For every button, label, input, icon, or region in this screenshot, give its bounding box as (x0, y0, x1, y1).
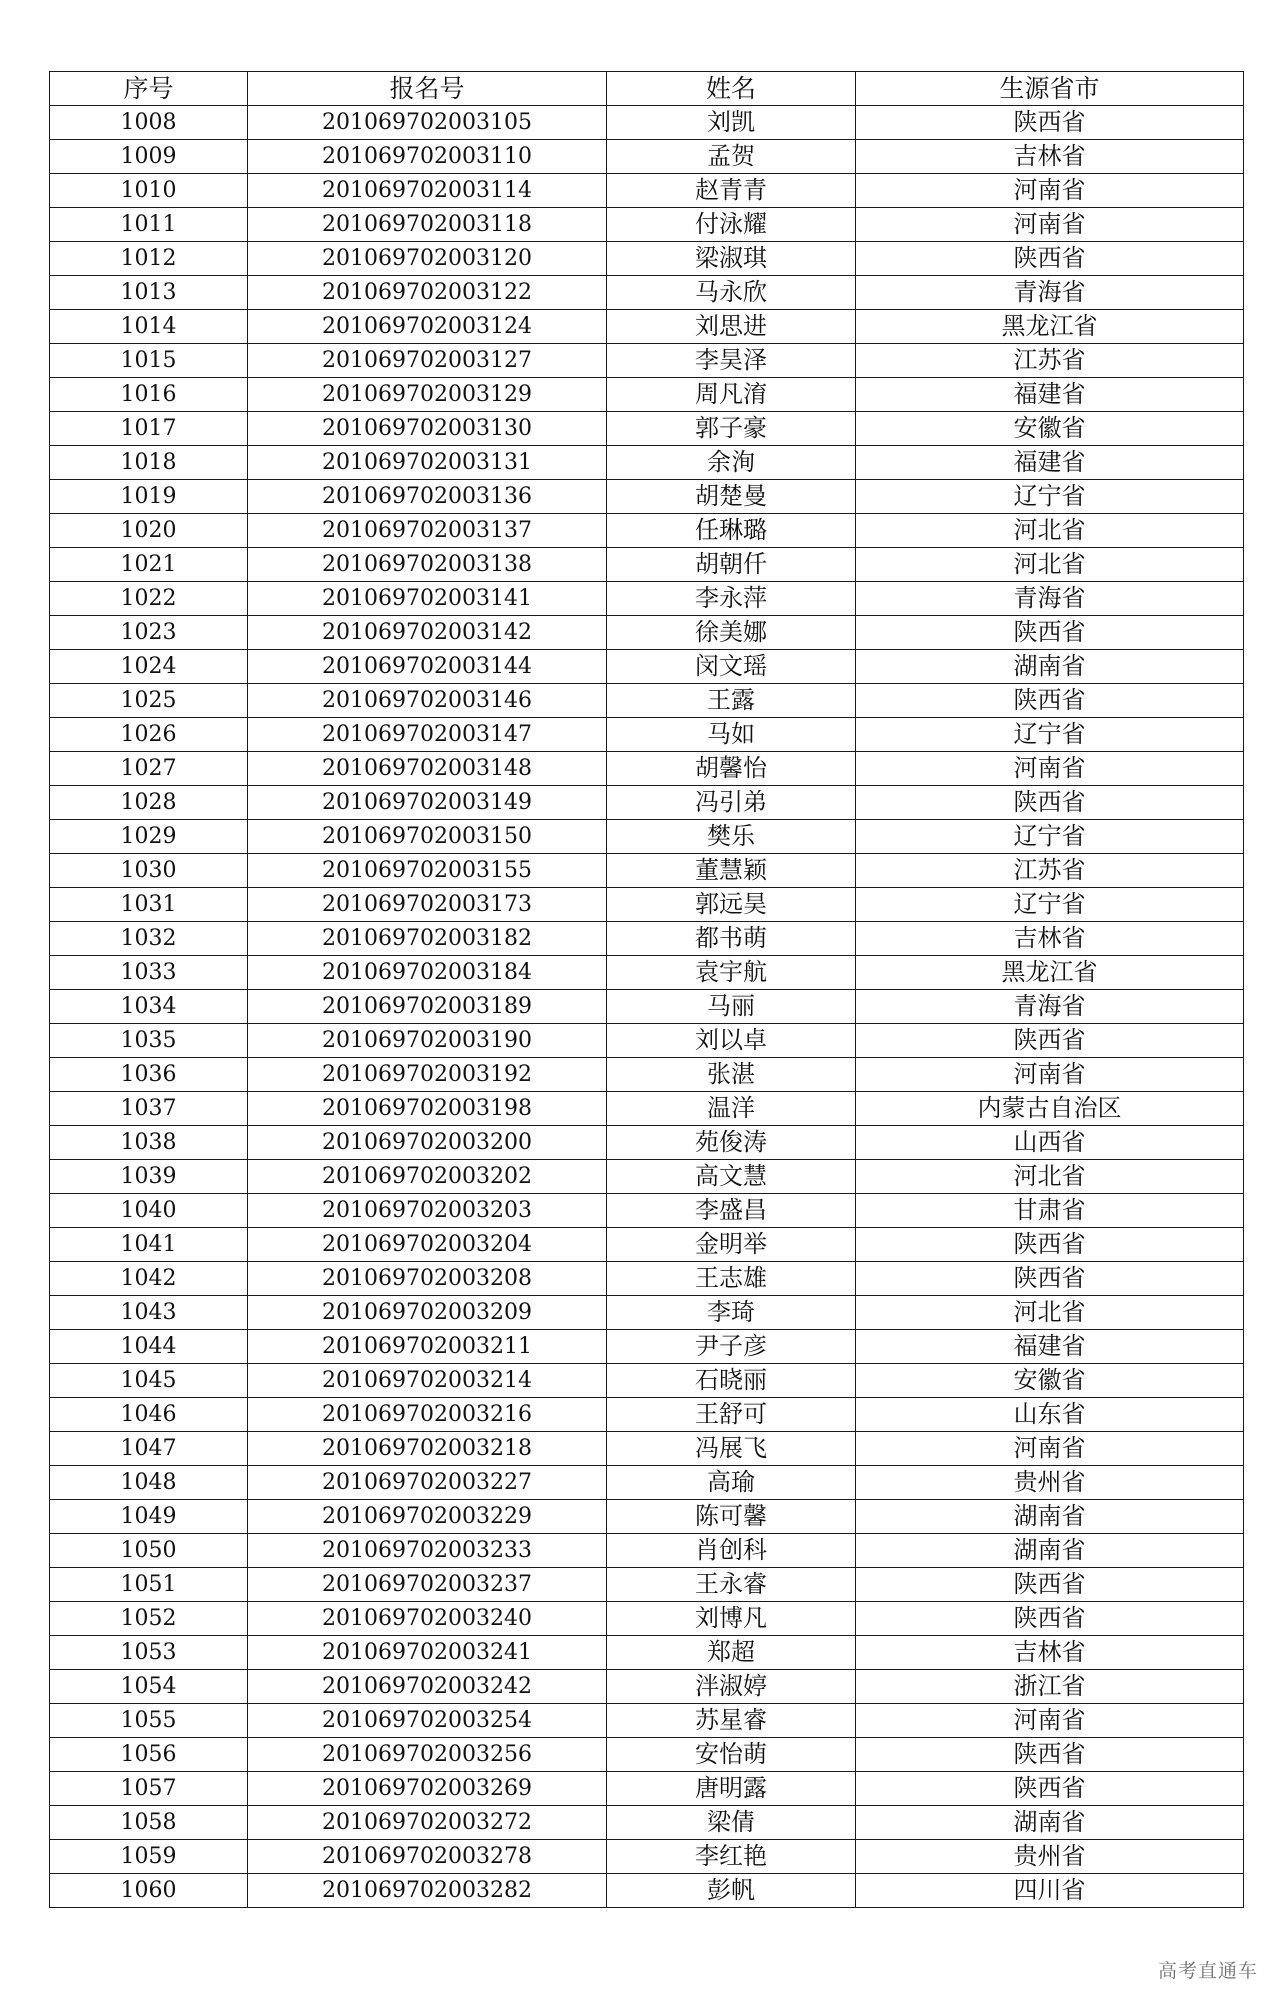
table-row (50, 480, 1244, 514)
cell-seq: 1016 (50, 378, 248, 412)
table-row (50, 1874, 1244, 1908)
table-row (50, 378, 1244, 412)
cell-reg-no: 201069702003198 (248, 1092, 607, 1126)
cell-name: 梁淑琪 (607, 242, 856, 276)
cell-name: 闵文瑶 (607, 650, 856, 684)
cell-reg-no: 201069702003144 (248, 650, 607, 684)
cell-seq: 1039 (50, 1160, 248, 1194)
header-seq: 序号 (50, 72, 248, 106)
cell-reg-no: 201069702003241 (248, 1636, 607, 1670)
cell-reg-no: 201069702003127 (248, 344, 607, 378)
cell-seq: 1010 (50, 174, 248, 208)
cell-seq: 1040 (50, 1194, 248, 1228)
cell-province: 河南省 (856, 1432, 1244, 1466)
cell-province: 陕西省 (856, 1024, 1244, 1058)
cell-reg-no: 201069702003155 (248, 854, 607, 888)
cell-seq: 1034 (50, 990, 248, 1024)
cell-province: 河南省 (856, 208, 1244, 242)
cell-province: 河南省 (856, 752, 1244, 786)
cell-name: 李昊泽 (607, 344, 856, 378)
cell-province: 陕西省 (856, 242, 1244, 276)
cell-name: 肖创科 (607, 1534, 856, 1568)
table-header (50, 72, 1244, 106)
cell-seq: 1031 (50, 888, 248, 922)
cell-reg-no: 201069702003148 (248, 752, 607, 786)
table-row (50, 616, 1244, 650)
cell-name: 冯引弟 (607, 786, 856, 820)
cell-reg-no: 201069702003233 (248, 1534, 607, 1568)
table-row (50, 1296, 1244, 1330)
cell-seq: 1042 (50, 1262, 248, 1296)
cell-name: 刘思进 (607, 310, 856, 344)
table-row (50, 412, 1244, 446)
cell-province: 河南省 (856, 1058, 1244, 1092)
table-row (50, 1398, 1244, 1432)
cell-seq: 1041 (50, 1228, 248, 1262)
cell-reg-no: 201069702003209 (248, 1296, 607, 1330)
cell-seq: 1051 (50, 1568, 248, 1602)
table-row (50, 106, 1244, 140)
cell-reg-no: 201069702003218 (248, 1432, 607, 1466)
table-row (50, 922, 1244, 956)
cell-name: 梁倩 (607, 1806, 856, 1840)
table-row (50, 1126, 1244, 1160)
cell-seq: 1035 (50, 1024, 248, 1058)
cell-province: 陕西省 (856, 1228, 1244, 1262)
cell-province: 陕西省 (856, 1602, 1244, 1636)
cell-province: 河北省 (856, 514, 1244, 548)
cell-name: 李永萍 (607, 582, 856, 616)
cell-province: 浙江省 (856, 1670, 1244, 1704)
cell-seq: 1046 (50, 1398, 248, 1432)
cell-seq: 1019 (50, 480, 248, 514)
cell-name: 安怡萌 (607, 1738, 856, 1772)
cell-name: 彭帆 (607, 1874, 856, 1908)
header-province: 生源省市 (856, 72, 1244, 106)
cell-province: 青海省 (856, 990, 1244, 1024)
table-row (50, 1092, 1244, 1126)
table-row (50, 752, 1244, 786)
cell-seq: 1011 (50, 208, 248, 242)
cell-seq: 1058 (50, 1806, 248, 1840)
cell-province: 陕西省 (856, 1772, 1244, 1806)
cell-name: 都书萌 (607, 922, 856, 956)
cell-reg-no: 201069702003211 (248, 1330, 607, 1364)
cell-province: 河北省 (856, 1296, 1244, 1330)
cell-seq: 1055 (50, 1704, 248, 1738)
cell-province: 山西省 (856, 1126, 1244, 1160)
cell-reg-no: 201069702003124 (248, 310, 607, 344)
cell-province: 河南省 (856, 1704, 1244, 1738)
cell-province: 陕西省 (856, 616, 1244, 650)
cell-province: 陕西省 (856, 106, 1244, 140)
cell-name: 李盛昌 (607, 1194, 856, 1228)
cell-name: 尹子彦 (607, 1330, 856, 1364)
cell-name: 郑超 (607, 1636, 856, 1670)
cell-name: 王露 (607, 684, 856, 718)
cell-name: 刘博凡 (607, 1602, 856, 1636)
cell-seq: 1032 (50, 922, 248, 956)
cell-reg-no: 201069702003142 (248, 616, 607, 650)
cell-province: 黑龙江省 (856, 956, 1244, 990)
table-row (50, 514, 1244, 548)
cell-name: 苏星睿 (607, 1704, 856, 1738)
cell-seq: 1036 (50, 1058, 248, 1092)
table-row (50, 820, 1244, 854)
cell-reg-no: 201069702003146 (248, 684, 607, 718)
cell-seq: 1023 (50, 616, 248, 650)
cell-province: 吉林省 (856, 1636, 1244, 1670)
table-row (50, 310, 1244, 344)
cell-name: 胡朝仟 (607, 548, 856, 582)
header-reg-no: 报名号 (248, 72, 607, 106)
table-row (50, 1194, 1244, 1228)
cell-reg-no: 201069702003147 (248, 718, 607, 752)
cell-seq: 1018 (50, 446, 248, 480)
cell-reg-no: 201069702003118 (248, 208, 607, 242)
cell-reg-no: 201069702003173 (248, 888, 607, 922)
cell-name: 王舒可 (607, 1398, 856, 1432)
table-row (50, 1500, 1244, 1534)
cell-province: 内蒙古自治区 (856, 1092, 1244, 1126)
cell-province: 山东省 (856, 1398, 1244, 1432)
cell-name: 李琦 (607, 1296, 856, 1330)
cell-seq: 1057 (50, 1772, 248, 1806)
cell-province: 陕西省 (856, 1738, 1244, 1772)
cell-seq: 1049 (50, 1500, 248, 1534)
cell-seq: 1025 (50, 684, 248, 718)
cell-reg-no: 201069702003137 (248, 514, 607, 548)
cell-province: 安徽省 (856, 412, 1244, 446)
cell-name: 胡楚曼 (607, 480, 856, 514)
cell-reg-no: 201069702003254 (248, 1704, 607, 1738)
cell-reg-no: 201069702003242 (248, 1670, 607, 1704)
cell-seq: 1045 (50, 1364, 248, 1398)
cell-reg-no: 201069702003120 (248, 242, 607, 276)
cell-seq: 1022 (50, 582, 248, 616)
cell-seq: 1028 (50, 786, 248, 820)
table-row (50, 1466, 1244, 1500)
table-row (50, 1024, 1244, 1058)
table-row (50, 1058, 1244, 1092)
cell-province: 安徽省 (856, 1364, 1244, 1398)
cell-name: 余洵 (607, 446, 856, 480)
cell-province: 黑龙江省 (856, 310, 1244, 344)
cell-province: 江苏省 (856, 854, 1244, 888)
cell-name: 高文慧 (607, 1160, 856, 1194)
cell-seq: 1059 (50, 1840, 248, 1874)
table-row (50, 888, 1244, 922)
cell-seq: 1060 (50, 1874, 248, 1908)
table-row (50, 1534, 1244, 1568)
table-row (50, 242, 1244, 276)
cell-reg-no: 201069702003204 (248, 1228, 607, 1262)
header-name: 姓名 (607, 72, 856, 106)
cell-name: 赵青青 (607, 174, 856, 208)
cell-seq: 1047 (50, 1432, 248, 1466)
cell-reg-no: 201069702003200 (248, 1126, 607, 1160)
table-row (50, 990, 1244, 1024)
cell-name: 任琳璐 (607, 514, 856, 548)
cell-reg-no: 201069702003227 (248, 1466, 607, 1500)
table-row (50, 786, 1244, 820)
cell-name: 樊乐 (607, 820, 856, 854)
cell-reg-no: 201069702003131 (248, 446, 607, 480)
cell-name: 金明举 (607, 1228, 856, 1262)
cell-province: 湖南省 (856, 1806, 1244, 1840)
table-row (50, 1772, 1244, 1806)
watermark-text: 高考直通车 (1157, 1960, 1258, 1982)
table-row (50, 1840, 1244, 1874)
cell-province: 辽宁省 (856, 480, 1244, 514)
cell-name: 郭远昊 (607, 888, 856, 922)
cell-reg-no: 201069702003272 (248, 1806, 607, 1840)
cell-province: 吉林省 (856, 922, 1244, 956)
cell-name: 冯展飞 (607, 1432, 856, 1466)
cell-reg-no: 201069702003129 (248, 378, 607, 412)
cell-seq: 1015 (50, 344, 248, 378)
table-row (50, 1568, 1244, 1602)
cell-name: 胡馨怡 (607, 752, 856, 786)
cell-province: 贵州省 (856, 1466, 1244, 1500)
cell-province: 吉林省 (856, 140, 1244, 174)
cell-reg-no: 201069702003141 (248, 582, 607, 616)
cell-seq: 1017 (50, 412, 248, 446)
cell-reg-no: 201069702003110 (248, 140, 607, 174)
table-row (50, 344, 1244, 378)
table-row (50, 1738, 1244, 1772)
cell-reg-no: 201069702003189 (248, 990, 607, 1024)
header-row (50, 72, 1244, 106)
cell-seq: 1052 (50, 1602, 248, 1636)
table-row (50, 718, 1244, 752)
table-row (50, 208, 1244, 242)
table-row (50, 1262, 1244, 1296)
cell-reg-no: 201069702003208 (248, 1262, 607, 1296)
admission-list-table (49, 71, 1244, 1908)
cell-province: 陕西省 (856, 1568, 1244, 1602)
cell-name: 李红艳 (607, 1840, 856, 1874)
cell-province: 辽宁省 (856, 718, 1244, 752)
cell-province: 青海省 (856, 582, 1244, 616)
cell-reg-no: 201069702003182 (248, 922, 607, 956)
cell-seq: 1056 (50, 1738, 248, 1772)
cell-name: 陈可馨 (607, 1500, 856, 1534)
table-row (50, 174, 1244, 208)
table-row (50, 1364, 1244, 1398)
cell-province: 陕西省 (856, 684, 1244, 718)
cell-name: 泮淑婷 (607, 1670, 856, 1704)
cell-seq: 1033 (50, 956, 248, 990)
cell-reg-no: 201069702003149 (248, 786, 607, 820)
cell-province: 陕西省 (856, 1262, 1244, 1296)
table-row (50, 956, 1244, 990)
cell-name: 董慧颖 (607, 854, 856, 888)
cell-seq: 1008 (50, 106, 248, 140)
cell-seq: 1014 (50, 310, 248, 344)
cell-seq: 1024 (50, 650, 248, 684)
cell-seq: 1020 (50, 514, 248, 548)
cell-reg-no: 201069702003136 (248, 480, 607, 514)
cell-province: 河南省 (856, 174, 1244, 208)
table-row (50, 1602, 1244, 1636)
cell-seq: 1053 (50, 1636, 248, 1670)
cell-reg-no: 201069702003278 (248, 1840, 607, 1874)
cell-reg-no: 201069702003229 (248, 1500, 607, 1534)
cell-seq: 1038 (50, 1126, 248, 1160)
cell-name: 付泳耀 (607, 208, 856, 242)
table-body (50, 106, 1244, 1908)
cell-province: 河北省 (856, 548, 1244, 582)
cell-reg-no: 201069702003282 (248, 1874, 607, 1908)
cell-seq: 1026 (50, 718, 248, 752)
cell-reg-no: 201069702003237 (248, 1568, 607, 1602)
cell-reg-no: 201069702003203 (248, 1194, 607, 1228)
cell-province: 青海省 (856, 276, 1244, 310)
cell-name: 马永欣 (607, 276, 856, 310)
cell-reg-no: 201069702003138 (248, 548, 607, 582)
cell-name: 马丽 (607, 990, 856, 1024)
cell-name: 袁宇航 (607, 956, 856, 990)
table-row (50, 1636, 1244, 1670)
cell-reg-no: 201069702003105 (248, 106, 607, 140)
table-row (50, 1806, 1244, 1840)
cell-seq: 1043 (50, 1296, 248, 1330)
cell-reg-no: 201069702003269 (248, 1772, 607, 1806)
cell-reg-no: 201069702003130 (248, 412, 607, 446)
cell-seq: 1030 (50, 854, 248, 888)
table-row (50, 276, 1244, 310)
cell-reg-no: 201069702003202 (248, 1160, 607, 1194)
cell-seq: 1021 (50, 548, 248, 582)
cell-seq: 1037 (50, 1092, 248, 1126)
cell-name: 王志雄 (607, 1262, 856, 1296)
cell-name: 唐明露 (607, 1772, 856, 1806)
cell-province: 辽宁省 (856, 888, 1244, 922)
cell-province: 河北省 (856, 1160, 1244, 1194)
cell-name: 刘凯 (607, 106, 856, 140)
table-row (50, 1160, 1244, 1194)
cell-province: 福建省 (856, 446, 1244, 480)
cell-reg-no: 201069702003214 (248, 1364, 607, 1398)
cell-seq: 1054 (50, 1670, 248, 1704)
cell-reg-no: 201069702003122 (248, 276, 607, 310)
cell-reg-no: 201069702003190 (248, 1024, 607, 1058)
cell-seq: 1029 (50, 820, 248, 854)
cell-province: 湖南省 (856, 1500, 1244, 1534)
cell-name: 周凡淯 (607, 378, 856, 412)
cell-name: 马如 (607, 718, 856, 752)
table-row (50, 1670, 1244, 1704)
table-row (50, 684, 1244, 718)
cell-province: 湖南省 (856, 1534, 1244, 1568)
cell-reg-no: 201069702003150 (248, 820, 607, 854)
table-row (50, 446, 1244, 480)
cell-reg-no: 201069702003240 (248, 1602, 607, 1636)
cell-name: 苑俊涛 (607, 1126, 856, 1160)
cell-name: 徐美娜 (607, 616, 856, 650)
cell-seq: 1013 (50, 276, 248, 310)
cell-name: 刘以卓 (607, 1024, 856, 1058)
cell-reg-no: 201069702003184 (248, 956, 607, 990)
table-row (50, 582, 1244, 616)
cell-reg-no: 201069702003256 (248, 1738, 607, 1772)
cell-name: 张湛 (607, 1058, 856, 1092)
cell-name: 温洋 (607, 1092, 856, 1126)
cell-province: 辽宁省 (856, 820, 1244, 854)
cell-province: 陕西省 (856, 786, 1244, 820)
cell-name: 郭子豪 (607, 412, 856, 446)
cell-province: 江苏省 (856, 344, 1244, 378)
table-row (50, 1432, 1244, 1466)
table-row (50, 1704, 1244, 1738)
cell-seq: 1050 (50, 1534, 248, 1568)
cell-province: 甘肃省 (856, 1194, 1244, 1228)
cell-seq: 1027 (50, 752, 248, 786)
cell-seq: 1048 (50, 1466, 248, 1500)
cell-seq: 1044 (50, 1330, 248, 1364)
cell-name: 王永睿 (607, 1568, 856, 1602)
cell-name: 高瑜 (607, 1466, 856, 1500)
cell-province: 四川省 (856, 1874, 1244, 1908)
cell-name: 石晓丽 (607, 1364, 856, 1398)
cell-province: 福建省 (856, 378, 1244, 412)
table-row (50, 854, 1244, 888)
cell-name: 孟贺 (607, 140, 856, 174)
cell-seq: 1012 (50, 242, 248, 276)
table-row (50, 650, 1244, 684)
cell-province: 湖南省 (856, 650, 1244, 684)
table-row (50, 548, 1244, 582)
cell-province: 福建省 (856, 1330, 1244, 1364)
table-row (50, 140, 1244, 174)
table-row (50, 1228, 1244, 1262)
cell-reg-no: 201069702003192 (248, 1058, 607, 1092)
table-row (50, 1330, 1244, 1364)
cell-reg-no: 201069702003114 (248, 174, 607, 208)
cell-seq: 1009 (50, 140, 248, 174)
cell-province: 贵州省 (856, 1840, 1244, 1874)
cell-reg-no: 201069702003216 (248, 1398, 607, 1432)
